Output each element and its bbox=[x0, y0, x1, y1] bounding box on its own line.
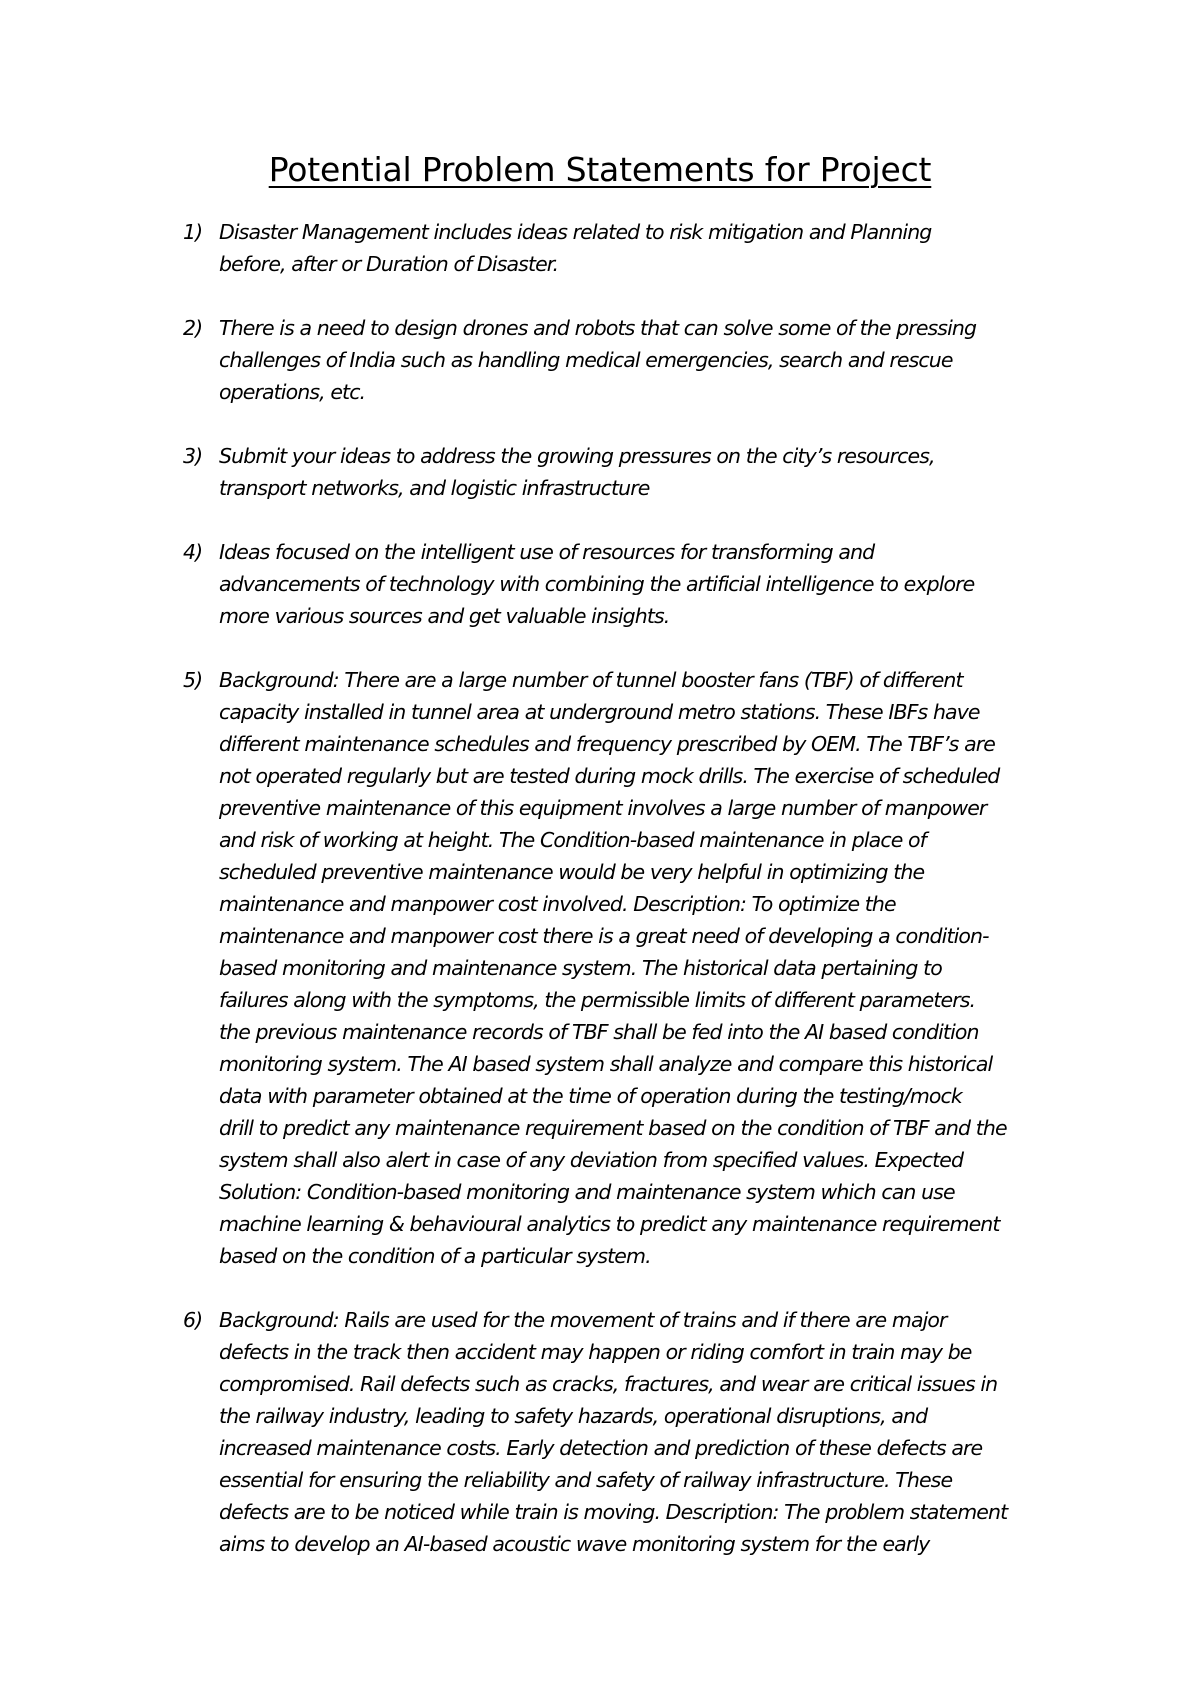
document-title: Potential Problem Statements for Project bbox=[268, 150, 932, 189]
list-item-text: Ideas focused on the intelligent use of resources for transforming and advancements of technology with combining the artificial intelligence to explore more various sources and get valuable insights. bbox=[219, 540, 975, 628]
list-item bbox=[183, 1304, 1063, 1560]
list-item-text: There is a need to design drones and robots that can solve some of the pressing challenges of India such as handling medical emergencies, search and rescue operations, etc. bbox=[219, 316, 977, 404]
list-item bbox=[183, 440, 1063, 504]
list-item-number: 6) bbox=[183, 1308, 203, 1332]
list-item bbox=[183, 312, 1063, 408]
list-item-text: Background: There are a large number of tunnel booster fans (TBF) of different capacity installed in tunnel area at underground metro stations. These IBFs have different maintenance schedules and frequency prescribed by OEM. The TBF’s are not operated regularly but are tested during mock drills. The exercise of scheduled preventive maintenance of this equipment involves a large number of manpower and risk of working at height. The Condition-based maintenance in place of scheduled preventive maintenance would be very helpful in optimizing the maintenance and manpower cost involved. Description: To optimize the maintenance and manpower cost there is a great need of developing a condition- based monitoring and maintenance system. The historical data pertaining to failures along with the symptoms, the permissible limits of different parameters. the previous maintenance records of TBF shall be fed into the AI based condition monitoring system. The AI based system shall analyze and compare this historical data with parameter obtained at the time of operation during the testing/mock drill to predict any maintenance requirement based on the condition of TBF and the system shall also alert in case of any deviation from specified values. Expected Solution: Condition-based monitoring and maintenance system which can use machine learning & behavioural analytics to predict any maintenance requirement based on the condition of a particular system. bbox=[219, 668, 1007, 1268]
list-item-number: 4) bbox=[183, 540, 203, 564]
list-item-number: 3) bbox=[183, 444, 203, 468]
list-item-number: 5) bbox=[183, 668, 203, 692]
list-item-number: 2) bbox=[183, 316, 203, 340]
list-item bbox=[183, 536, 1063, 632]
list-item-text: Submit your ideas to address the growing pressures on the city’s resources, transport networks, and logistic infrastructure bbox=[219, 444, 935, 500]
list-item-text: Background: Rails are used for the movement of trains and if there are major defects in the track then accident may happen or riding comfort in train may be compromised. Rail defects such as cracks, fractures, and wear are critical issues in the railway industry, leading to safety hazards, operational disruptions, and increased maintenance costs. Early detection and prediction of these defects are essential for ensuring the reliability and safety of railway infrastructure. These defects are to be noticed while train is moving. Description: The problem statement aims to develop an AI-based acoustic wave monitoring system for the early bbox=[219, 1308, 1008, 1556]
list-item-text: Disaster Management includes ideas related to risk mitigation and Planning before, after or Duration of Disaster. bbox=[219, 220, 932, 276]
list-item bbox=[183, 664, 1063, 1272]
list-item-number: 1) bbox=[183, 220, 203, 244]
list-item bbox=[183, 216, 1063, 280]
